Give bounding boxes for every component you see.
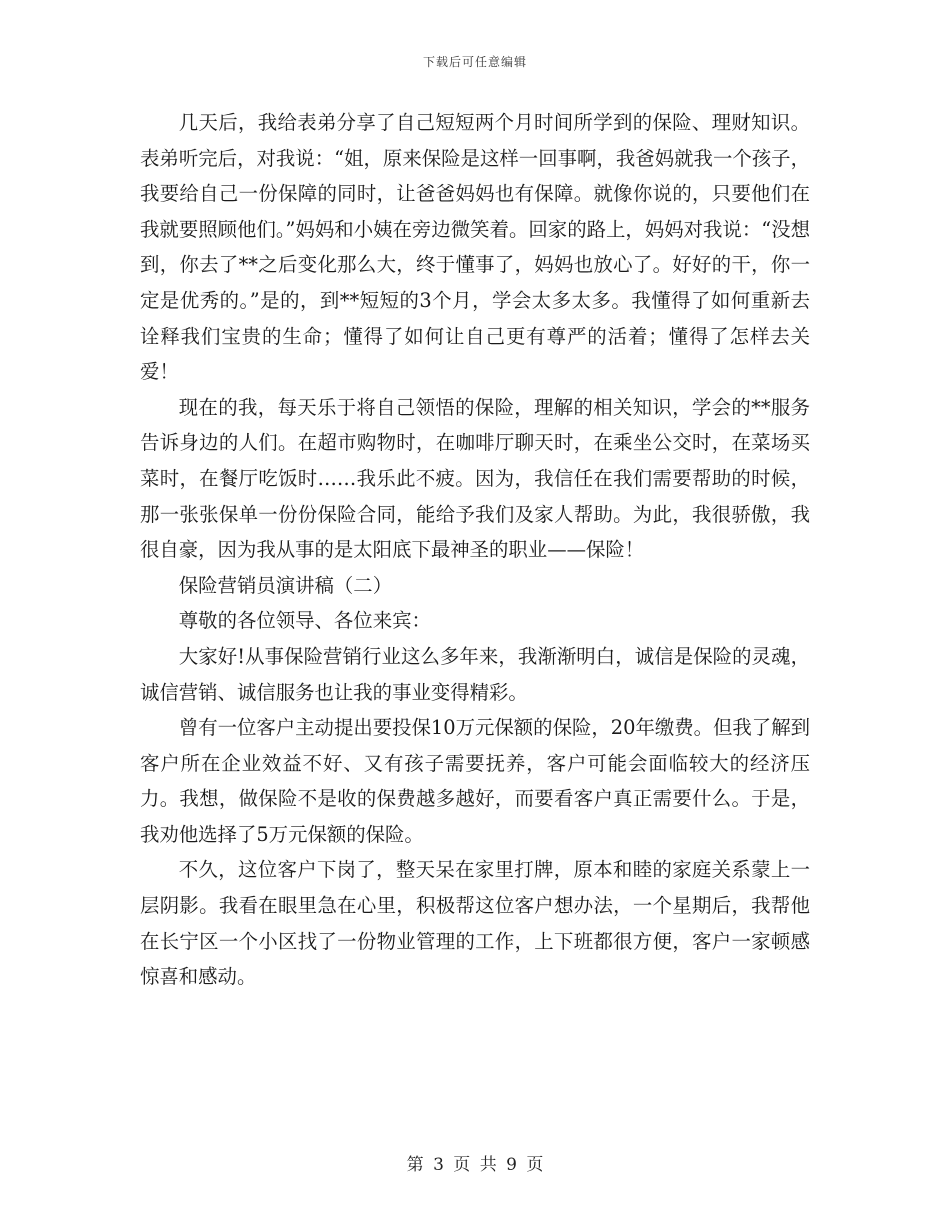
paragraph: 现在的我，每天乐于将自己领悟的保险，理解的相关知识，学会的**服务告诉身边的人们。在超市购物时，在咖啡厅聊天时，在乘坐公交时，在菜场买菜时，在餐厅吃饭时……我乐此不疲。因为，我信任在我们需要帮助的时候，那一张张保单一份份保险合同，能给予我们及家人帮助。为此，我很骄傲，我很自豪，因为我从事的是太阳底下最神圣的职业——保险！ [140, 395, 810, 562]
salutation: 尊敬的各位领导、各位来宾： [178, 609, 431, 633]
paragraph: 不久，这位客户下岗了，整天呆在家里打牌，原本和睦的家庭关系蒙上一层阴影。我看在眼里急在心里，积极帮这位客户想办法，一个星期后，我帮他在长宁区一个小区找了一份物业管理的工作，上下班都很方便，客户一家顿感惊喜和感动。 [140, 858, 810, 989]
section-title: 保险营销员演讲稿（二） [178, 573, 393, 597]
paragraph: 几天后，我给表弟分享了自己短短两个月时间所学到的保险、理财知识。表弟听完后，对我说：“姐，原来保险是这样一回事啊，我爸妈就我一个孩子，我要给自己一份保障的同时，让爸爸妈妈也有保障。就像你说的，只要他们在我就要照顾他们。”妈妈和小姨在旁边微笑着。回家的路上，妈妈对我说：“没想到，你去了**之后变化那么大，终于懂事了，妈妈也放心了。好好的干，你一定是优秀的。”是的，到**短短的3个月，学会太多太多。我懂得了如何重新去诠释我们宝贵的生命；懂得了如何让自己更有尊严的活着；懂得了怎样去关爱！ [140, 111, 810, 384]
paragraph: 曾有一位客户主动提出要投保10万元保额的保险，20年缴费。但我了解到客户所在企业效益不好、又有孩子需要抚养，客户可能会面临较大的经济压力。我想，做保险不是收的保费越多越好，而要看客户真正需要什么。于是，我劝他选择了5万元保额的保险。 [140, 716, 810, 846]
page-header: 下载后可任意编辑 [422, 55, 527, 69]
document-body [140, 105, 810, 995]
page-footer: 第 3 页 共 9 页 [406, 1155, 544, 1175]
paragraph: 大家好!从事保险营销行业这么多年来，我渐渐明白，诚信是保险的灵魂，诚信营销、诚信服务也让我的事业变得精彩。 [140, 644, 810, 704]
